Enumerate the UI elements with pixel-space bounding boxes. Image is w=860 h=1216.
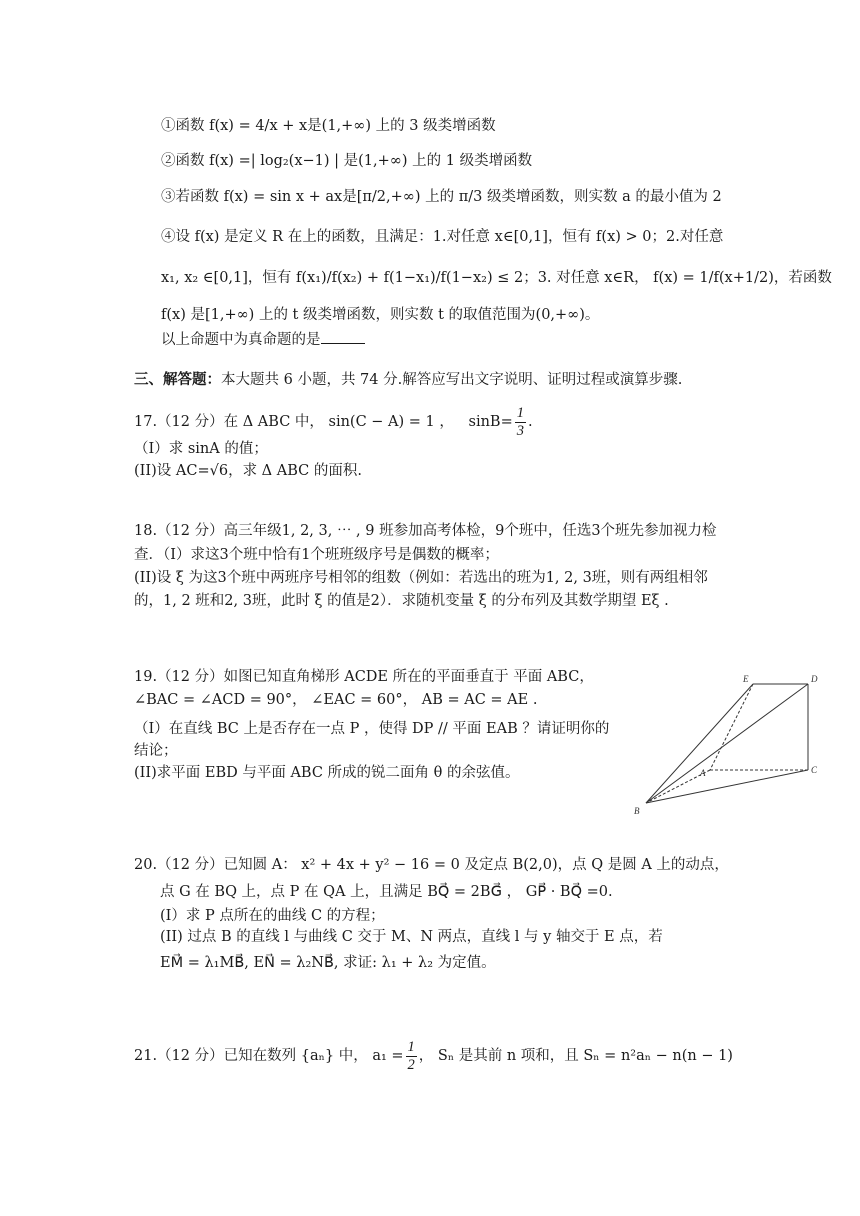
q20-line-3: (I）求 P 点所在的曲线 C 的方程； xyxy=(160,908,385,924)
q17-sqrt6: √6 xyxy=(209,463,229,479)
q19-line-3: （I）在直线 BC 上是否存在一点 P ，使得 DP // 平面 EAB ？请证明你的 xyxy=(134,721,610,737)
q17-fraction-numerator: 1 xyxy=(516,404,524,421)
q20-line-5: EM⃗ = λ₁MB⃗, EN⃗ = λ₂NB⃗, 求证: λ₁ + λ₂ 为定值。 xyxy=(160,955,496,971)
q21-fraction-denominator: 2 xyxy=(407,1056,415,1073)
edge-DB xyxy=(646,684,808,803)
q18-line-1: 18.（12 分）高三年级1, 2, 3, ⋯ , 9 班参加高考体检，9个班中，任选3个班先参加视力检 xyxy=(134,523,717,539)
q19-geometry-figure xyxy=(628,672,828,822)
q19-line-4: 结论； xyxy=(134,743,178,759)
proposition-2: ②函数 f(x) =| log₂(x−1) | 是(1,+∞) 上的 1 级类增函数 xyxy=(161,153,533,169)
q17-sinB-fraction xyxy=(515,405,526,440)
edge-EB xyxy=(646,684,753,803)
label-B: B xyxy=(634,806,640,816)
q21-stem-rest: ， Sₙ 是其前 n 项和，且 Sₙ = n²aₙ − n(n − 1) xyxy=(418,1048,733,1064)
q17-fraction-denominator: 3 xyxy=(516,422,524,439)
proposition-1: ①函数 f(x) = 4/x + x是(1,+∞) 上的 3 级类增函数 xyxy=(161,118,496,134)
q18-line-4: 的，1, 2 班和2, 3班，此时 ξ 的值是2）．求随机变量 ξ 的分布列及其数学期望 Eξ . xyxy=(134,593,669,609)
q17-stem: 17.（12 分）在 Δ ABC 中， sin(C − A) = 1 ， sinB= $\frac{1}{3}$ . xyxy=(134,404,533,439)
edge-BC xyxy=(646,770,808,803)
q21-line-1 xyxy=(134,1036,733,1076)
section-3-heading xyxy=(134,370,682,390)
q18-line-3: (II)设 ξ 为这3个班中两班序号相邻的组数（例如：若选出的班为1, 2, 3班，则有两组相邻 xyxy=(134,570,708,586)
q18-line-2: 查．（I）求这3个班中恰有1个班班级序号是偶数的概率； xyxy=(134,547,499,563)
q19-line-5: (II)求平面 EBD 与平面 ABC 所成的锐二面角 θ 的余弦值。 xyxy=(134,765,520,781)
q21-fraction-numerator: 1 xyxy=(407,1038,415,1055)
fill-blank-question: 以上命题中为真命题的是 xyxy=(161,332,321,348)
label-D: D xyxy=(811,674,818,684)
label-E: E xyxy=(743,674,749,684)
section-3-instructions: 本大题共 6 小题，共 74 分.解答应写出文字说明、证明过程或演算步骤. xyxy=(221,372,683,388)
label-C: C xyxy=(811,765,818,775)
section-3-title: 三、解答题： xyxy=(134,371,221,388)
proposition-3: ③若函数 f(x) = sin x + ax是[π/2,+∞) 上的 π/3 级类增函数，则实数 a 的最小值为 2 xyxy=(161,189,722,205)
q17-stem-text: 17.（12 分）在 Δ ABC 中， sin(C − A) = 1 ， xyxy=(134,414,454,430)
q20-line-2: 点 G 在 BQ 上，点 P 在 QA 上，且满足 BQ⃗ = 2BG⃗ ， GP⃗ · BQ⃗ =0. xyxy=(160,884,613,900)
q17-part-2 xyxy=(134,461,362,481)
q20-line-4: (II) 过点 B 的直线 l 与曲线 C 交于 M、N 两点，直线 l 与 y 轴交于 E 点，若 xyxy=(160,929,663,945)
q21-stem-text: 21.（12 分）已知在数列 {aₙ} 中， a₁ = xyxy=(134,1048,404,1064)
proposition-4-line-1: ④设 f(x) 是定义 R 在上的函数，且满足：1.对任意 x∈[0,1]，恒有 f(x) > 0；2.对任意 xyxy=(161,229,724,245)
edge-EA xyxy=(710,684,753,770)
q19-line-2: ∠BAC = ∠ACD = 90°， ∠EAC = 60°， AB = AC = AE . xyxy=(134,692,538,708)
q17-part-2-label: (II)设 AC= xyxy=(134,463,210,479)
label-A: A xyxy=(700,768,706,778)
q20-line-1: 20.（12 分）已知圆 A： x² + 4x + y² − 16 = 0 及定点 B(2,0)，点 Q 是圆 A 上的动点， xyxy=(134,857,729,873)
fill-blank-prompt xyxy=(161,329,365,350)
q17-part-1: （I）求 sinA 的值； xyxy=(134,441,268,457)
proposition-4-line-2: x₁, x₂ ∈[0,1]，恒有 f(x₁)/f(x₂) + f(1−x₁)/f(1−x₂) ≤ 2；3. 对任意 x∈R， f(x) = 1/f(x+1/2)，若函数 xyxy=(161,270,832,286)
q17-sinB-label: sinB= xyxy=(468,414,513,430)
answer-blank xyxy=(321,329,365,344)
q21-a1-fraction xyxy=(406,1039,417,1074)
q17-part-2-ask: ，求 Δ ABC 的面积. xyxy=(228,463,362,479)
q19-line-1: 19.（12 分）如图已知直角梯形 ACDE 所在的平面垂直于 平面 ABC， xyxy=(134,669,594,685)
proposition-4-line-3: f(x) 是[1,+∞) 上的 t 级类增函数，则实数 t 的取值范围为(0,+∞)。 xyxy=(161,307,600,323)
